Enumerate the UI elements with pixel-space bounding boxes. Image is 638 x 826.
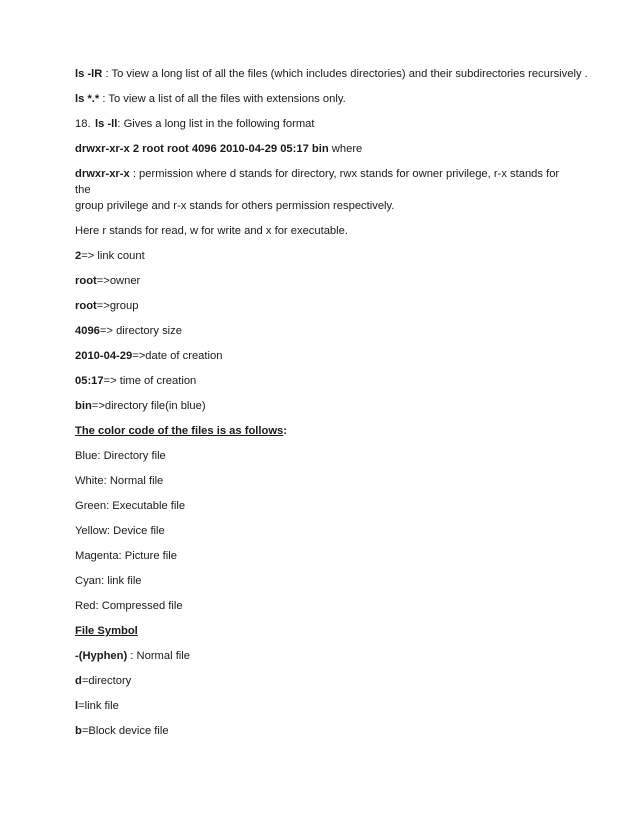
owner-value: root (75, 275, 97, 287)
color-code-heading-colon: : (283, 425, 287, 437)
bin-label: =>directory file(in blue) (91, 400, 206, 412)
link-count-label: => link count (81, 250, 145, 262)
ls-lr-line (75, 66, 588, 82)
permission-explanation (75, 166, 575, 214)
ls-ll-description: : Gives a long list in the following format (117, 118, 315, 130)
time-label: => time of creation (103, 375, 197, 387)
color-magenta-line: Magenta: Picture file (75, 550, 177, 562)
ls-lr-command: ls -lR (75, 68, 103, 80)
directory-symbol-line (75, 673, 575, 689)
size-value: 4096 (75, 325, 100, 337)
hyphen-line (75, 648, 575, 664)
hyphen-label: : Normal file (127, 650, 190, 662)
item-18-line (75, 116, 575, 132)
color-cyan-line: Cyan: link file (75, 575, 142, 587)
owner-line (75, 273, 575, 289)
time-value: 05:17 (75, 375, 104, 387)
date-label: =>date of creation (132, 350, 223, 362)
document-page (75, 66, 588, 748)
color-blue-line: Blue: Directory file (75, 450, 166, 462)
block-symbol: b (75, 725, 82, 737)
link-symbol: l (75, 700, 79, 712)
link-symbol-line (75, 698, 575, 714)
rwx-explanation: Here r stands for read, w for write and x for executable. (75, 225, 348, 237)
file-symbol-heading (75, 623, 575, 639)
bin-value: bin (75, 400, 92, 412)
long-list-example-tail: where (328, 143, 363, 155)
directory-symbol-label: =directory (81, 675, 132, 687)
group-label: =>group (96, 300, 139, 312)
block-symbol-line (75, 723, 575, 739)
size-line (75, 323, 575, 339)
permission-text-a: : permission where d stands for directory, rwx stands for owner privilege, r-x stands for the (75, 168, 560, 196)
color-code-heading-text: The color code of the files is as follows (75, 425, 284, 437)
date-line (75, 348, 575, 364)
group-value: root (75, 300, 97, 312)
color-red-line: Red: Compressed file (75, 600, 183, 612)
link-symbol-label: =link file (78, 700, 119, 712)
permission-text-b: group privilege and r-x stands for others permission respectively. (75, 200, 395, 212)
ls-lr-description: : To view a long list of all the files (which includes directories) and their subdirectories recursively . (102, 68, 588, 80)
item-number: 18. (75, 118, 91, 130)
color-code-heading (75, 423, 575, 439)
color-green-line: Green: Executable file (75, 500, 186, 512)
owner-label: =>owner (96, 275, 141, 287)
time-line (75, 373, 575, 389)
size-label: => directory size (99, 325, 182, 337)
bin-line (75, 398, 575, 414)
color-white-line: White: Normal file (75, 475, 164, 487)
file-symbol-heading-text: File Symbol (75, 625, 138, 637)
directory-symbol: d (75, 675, 82, 687)
date-value: 2010-04-29 (75, 350, 133, 362)
color-yellow-line: Yellow: Device file (75, 525, 165, 537)
group-line (75, 298, 575, 314)
hyphen-symbol: -(Hyphen) (75, 650, 128, 662)
ls-ll-command: ls -ll (95, 118, 118, 130)
block-symbol-label: =Block device file (81, 725, 169, 737)
permission-string: drwxr-xr-x (75, 168, 130, 180)
ls-ext-description: : To view a list of all the files with extensions only. (99, 93, 346, 105)
long-list-example-bold: drwxr-xr-x 2 root root 4096 2010-04-29 05:17 bin (75, 143, 329, 155)
link-count-line (75, 248, 575, 264)
long-list-example (75, 141, 575, 157)
ls-ext-command: ls *.* (75, 93, 100, 105)
link-count-value: 2 (75, 250, 82, 262)
ls-ext-line (75, 91, 575, 107)
